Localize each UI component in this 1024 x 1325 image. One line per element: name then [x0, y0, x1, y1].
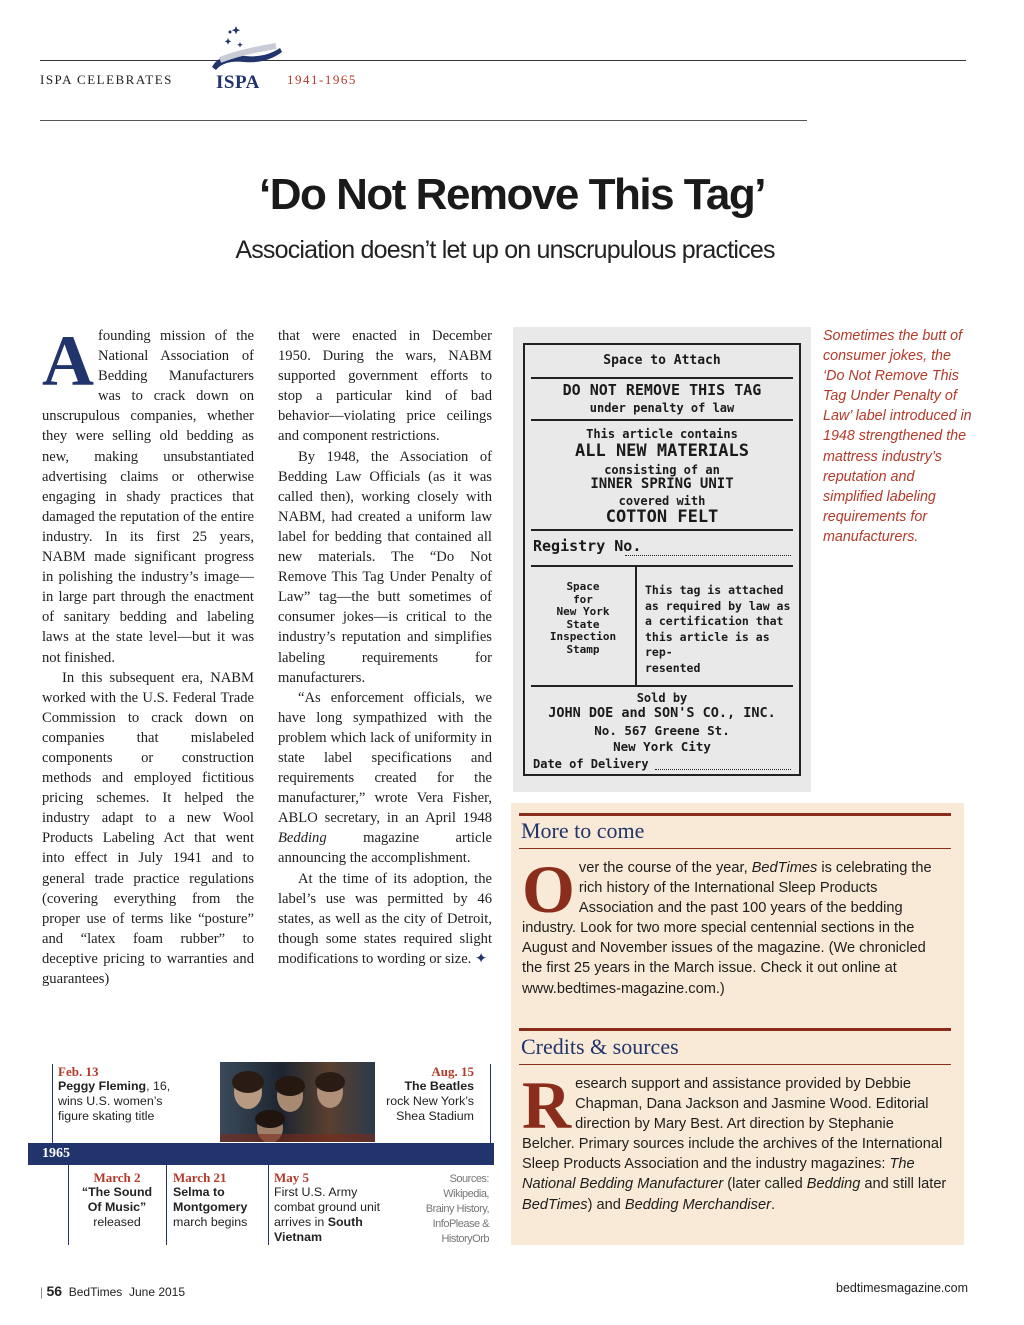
article-column-1: [42, 321, 254, 989]
timeline-event-march21: March 21 Selma to Montgomery march begins: [173, 1170, 248, 1229]
end-mark-icon: ✦: [475, 950, 488, 967]
tag-line: Date of Delivery: [533, 757, 649, 771]
paragraph: In this subsequent era, NABM worked with the U.S. Federal Trade Commission to crack down on companies that mislabeled components or construction methods and employed fictitious pricing schemes. It helped the industry adapt to a new Wool Products Labeling Act that went into effect in July 1941 and to general trade practice regulations (covering everything from the proper use of terms like “posture” and “latex foam rubber” to deceptive pricing to warranties and guarantees): [42, 669, 254, 987]
article-title: ‘Do Not Remove This Tag’: [259, 170, 765, 219]
drop-cap: O: [522, 851, 575, 927]
timeline-event-aug: Aug. 15 The Beatles rock New York’s Shea Stadium: [386, 1064, 474, 1123]
page-number: 56: [46, 1283, 63, 1299]
website-link[interactable]: bedtimesmagazine.com: [836, 1281, 969, 1295]
timeline-event-march2: March 2 “The Sound Of Music” released: [81, 1170, 153, 1229]
tag-line: This article contains: [586, 427, 738, 441]
logo-text: ISPA: [216, 72, 260, 93]
divider: [40, 120, 807, 121]
timeline-bar: [28, 1143, 494, 1165]
paragraph: At the time of its adoption, the label’s use was permitted by 46 states, as well as the city of Detroit, though some states required slight modifications to wording or size. ✦: [278, 870, 492, 967]
header-rule: [40, 60, 966, 61]
timeline-tick: [268, 1165, 269, 1245]
tag-line: Sold by: [636, 691, 688, 705]
timeline-event-may: May 5 First U.S. Army combat ground unit arrives in South Vietnam: [274, 1170, 381, 1244]
tag-line: under penalty of law: [589, 401, 735, 415]
tag-line: COTTON FELT: [605, 507, 719, 527]
paragraph: founding mission of the National Association of Bedding Manufacturers was to crack down on unscrupulous companies, whether they were selling old bedding as new, making unsubstantiated advertising claims or otherwise engaging in shady practices that damaged the reputation of the entire industry. In its first 25 years, NABM made significant progress in polishing the industry’s image—in large part through the enactment of sanitary bedding and labeling laws at the state level—but it was not finished.: [42, 328, 254, 666]
tag-line: JOHN DOE and SON'S CO., INC.: [548, 705, 776, 721]
issue-date: June 2015: [128, 1285, 186, 1299]
section-label: ISPA CELEBRATES: [40, 72, 173, 87]
credits-body: Research support and assistance provided by Debbie Chapman, Dana Jackson and Jasmine Wood. Editorial direction by Mary Best. Art direction by Stephanie Belcher. Primary sources include the archives of the International Sleep Products Association and the industry magazines: The National Bedding Manufacturer (later called Bedding and still later BedTimes) and Bedding Merchandiser.: [522, 1067, 947, 1213]
timeline-sources: Sources: Wikipedia, Brainy History, InfoPlease & HistoryOrb: [425, 1173, 489, 1245]
tag-line: ALL NEW MATERIALS: [575, 441, 749, 461]
tag-line: consisting of an: [604, 463, 720, 477]
footer-folio: | 56 BedTimes June 2015: [40, 1283, 186, 1299]
article-subtitle: Association doesn’t let up on unscrupulous practices: [235, 236, 775, 264]
beatles-photo: [220, 1062, 375, 1142]
timeline-event-feb: Feb. 13 Peggy Fleming, 16, wins U.S. women’s figure skating title: [58, 1064, 171, 1123]
photo-caption: Sometimes the butt of consumer jokes, the ‘Do Not Remove This Tag Under Penalty of Law’ label introduced in 1948 strengthened the mattress industry’s reputation and simplified labeling requirements for manufacturers.: [823, 328, 972, 545]
timeline-tick: [68, 1165, 69, 1245]
timeline-tick: [52, 1064, 53, 1144]
drop-cap: R: [522, 1067, 572, 1143]
magazine-name: BedTimes: [68, 1285, 123, 1299]
more-to-come-body: Over the course of the year, BedTimes is celebrating the rich history of the International Sleep Products Association and the past 100 years of the bedding industry. Look for two more special centennial sections in the August and November issues of the magazine. (We chronicled the first 25 years in the March issue. Check it out online at www.bedtimes-magazine.com.): [522, 851, 932, 997]
box-rule: [519, 1028, 951, 1031]
tag-line: No. 567 Greene St.: [594, 723, 730, 738]
timeline-year: 1965: [42, 1146, 70, 1161]
law-tag-image: [513, 327, 811, 792]
paragraph: “As enforcement officials, we have long sympathized with the problem which lack of uniformity in state label specifications and requirements created for the manufacturer,” wrote Vera Fisher, ABLO secretary, in an April 1948 Bedding magazine article announcing the accomplishment.: [278, 689, 492, 867]
tag-line: DO NOT REMOVE THIS TAG: [562, 381, 762, 399]
drop-cap: A: [42, 321, 94, 401]
paragraph: that were enacted in December 1950. During the wars, NABM supported government efforts to stop a particular kind of bad behavior—violating price ceilings and component restrictions.: [278, 328, 492, 445]
timeline-tick: [490, 1064, 491, 1144]
tag-line: INNER SPRING UNIT: [590, 476, 734, 492]
article-column-2: [278, 326, 492, 969]
paragraph: By 1948, the Association of Bedding Law Officials (as it was called then), working closely with NABM, had created a uniform law label for bedding that contained all new materials. The “Do Not Remove This Tag Under Penalty of Law” tag—the butt sometimes of consumer jokes—is critical to the industry’s reputation and simplifies labeling requirements for manufacturers.: [278, 448, 492, 686]
tag-line: Space to Attach: [603, 353, 721, 368]
box-rule: [519, 1064, 951, 1065]
tag-line: New York City: [613, 739, 711, 754]
box-rule: [519, 813, 951, 816]
era-years: 1941-1965: [287, 72, 357, 87]
box-rule: [519, 848, 951, 849]
tag-line: Registry No.: [533, 537, 642, 555]
timeline-tick: [166, 1165, 167, 1245]
tag-line: covered with: [618, 494, 706, 508]
tag-stamp-space: Space for New York State Inspection Stamp: [549, 580, 617, 656]
more-to-come-title: More to come: [521, 818, 645, 843]
tag-certification: This tag is attached as required by law as a certification that this article is as rep- resented: [645, 583, 791, 675]
credits-title: Credits & sources: [521, 1034, 679, 1059]
